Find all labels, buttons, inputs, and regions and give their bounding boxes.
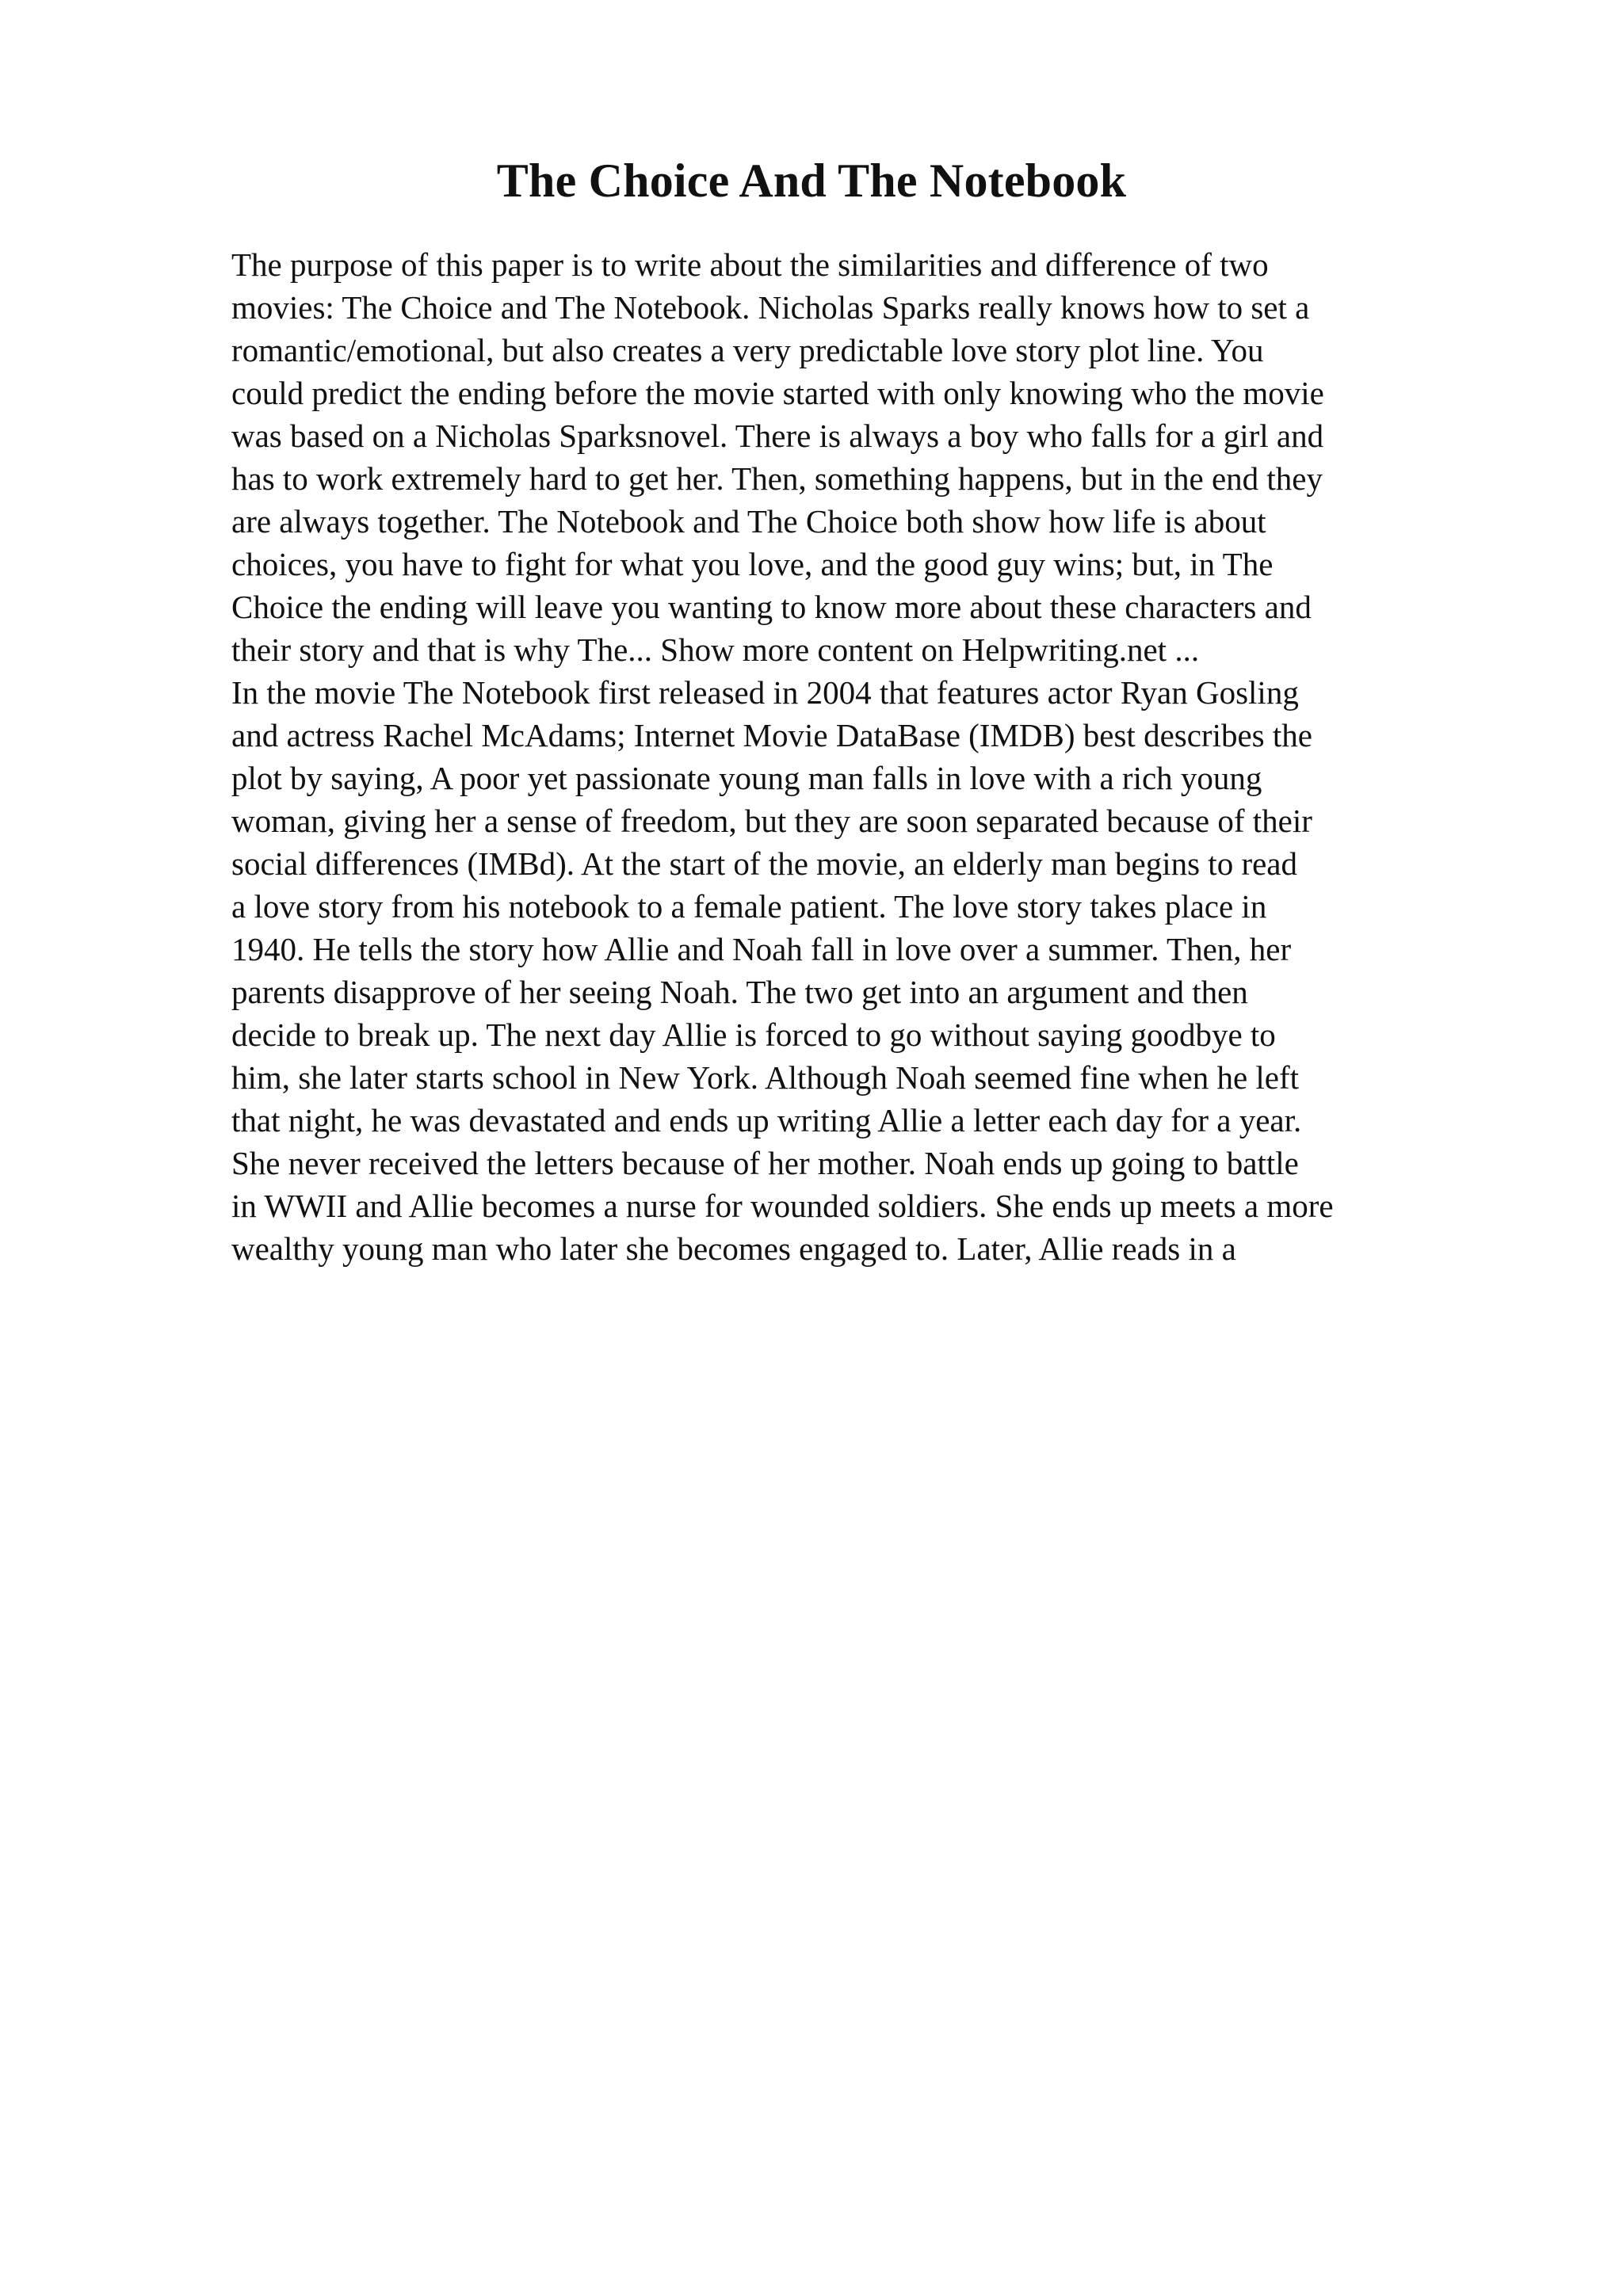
body-line: has to work extremely hard to get her. Then, something happens, but in the end they [231, 460, 1323, 497]
body-line: movies: The Choice and The Notebook. Nicholas Sparks really knows how to set a [231, 289, 1310, 326]
body-line: woman, giving her a sense of freedom, but they are soon separated because of their [231, 803, 1312, 839]
body-line: decide to break up. The next day Allie is forced to go without saying goodbye to [231, 1016, 1276, 1053]
body-line: and actress Rachel McAdams; Internet Movie DataBase (IMDB) best describes the [231, 717, 1312, 753]
body-line: in WWII and Allie becomes a nurse for wounded soldiers. She ends up meets a more [231, 1188, 1334, 1224]
body-line: him, she later starts school in New York. Although Noah seemed fine when he left [231, 1059, 1300, 1096]
body-line: In the movie The Notebook first released in 2004 that features actor Ryan Gosling [231, 674, 1299, 711]
body-line: social differences (IMBd). At the start of the movie, an elderly man begins to read [231, 845, 1297, 882]
body-line: a love story from his notebook to a female patient. The love story takes place in [231, 888, 1267, 925]
body-line: She never received the letters because of her mother. Noah ends up going to battle [231, 1145, 1299, 1181]
body-line: Choice the ending will leave you wanting to know more about these characters and [231, 589, 1312, 625]
document-title: The Choice And The Notebook [496, 154, 1127, 207]
body-line: romantic/emotional, but also creates a very predictable love story plot line. You [231, 332, 1264, 368]
body-line: was based on a Nicholas Sparksnovel. There is always a boy who falls for a girl and [231, 418, 1324, 454]
body-line: that night, he was devastated and ends up writing Allie a letter each day for a year. [231, 1102, 1302, 1138]
body-line: could predict the ending before the movie started with only knowing who the movie [231, 375, 1324, 411]
body-line: wealthy young man who later she becomes engaged to. Later, Allie reads in a [231, 1230, 1236, 1267]
body-line: The purpose of this paper is to write about the similarities and difference of two [231, 246, 1269, 283]
body-line: their story and that is why The... Show more content on Helpwriting.net ... [231, 631, 1200, 668]
body-line: plot by saying, A poor yet passionate young man falls in love with a rich young [231, 760, 1262, 796]
body-line: parents disapprove of her seeing Noah. The two get into an argument and then [231, 974, 1248, 1010]
body-line: are always together. The Notebook and The Choice both show how life is about [231, 503, 1266, 540]
body-line: choices, you have to fight for what you love, and the good guy wins; but, in The [231, 546, 1274, 582]
body-line: 1940. He tells the story how Allie and Noah fall in love over a summer. Then, her [231, 931, 1292, 967]
document-body [231, 243, 1515, 1270]
